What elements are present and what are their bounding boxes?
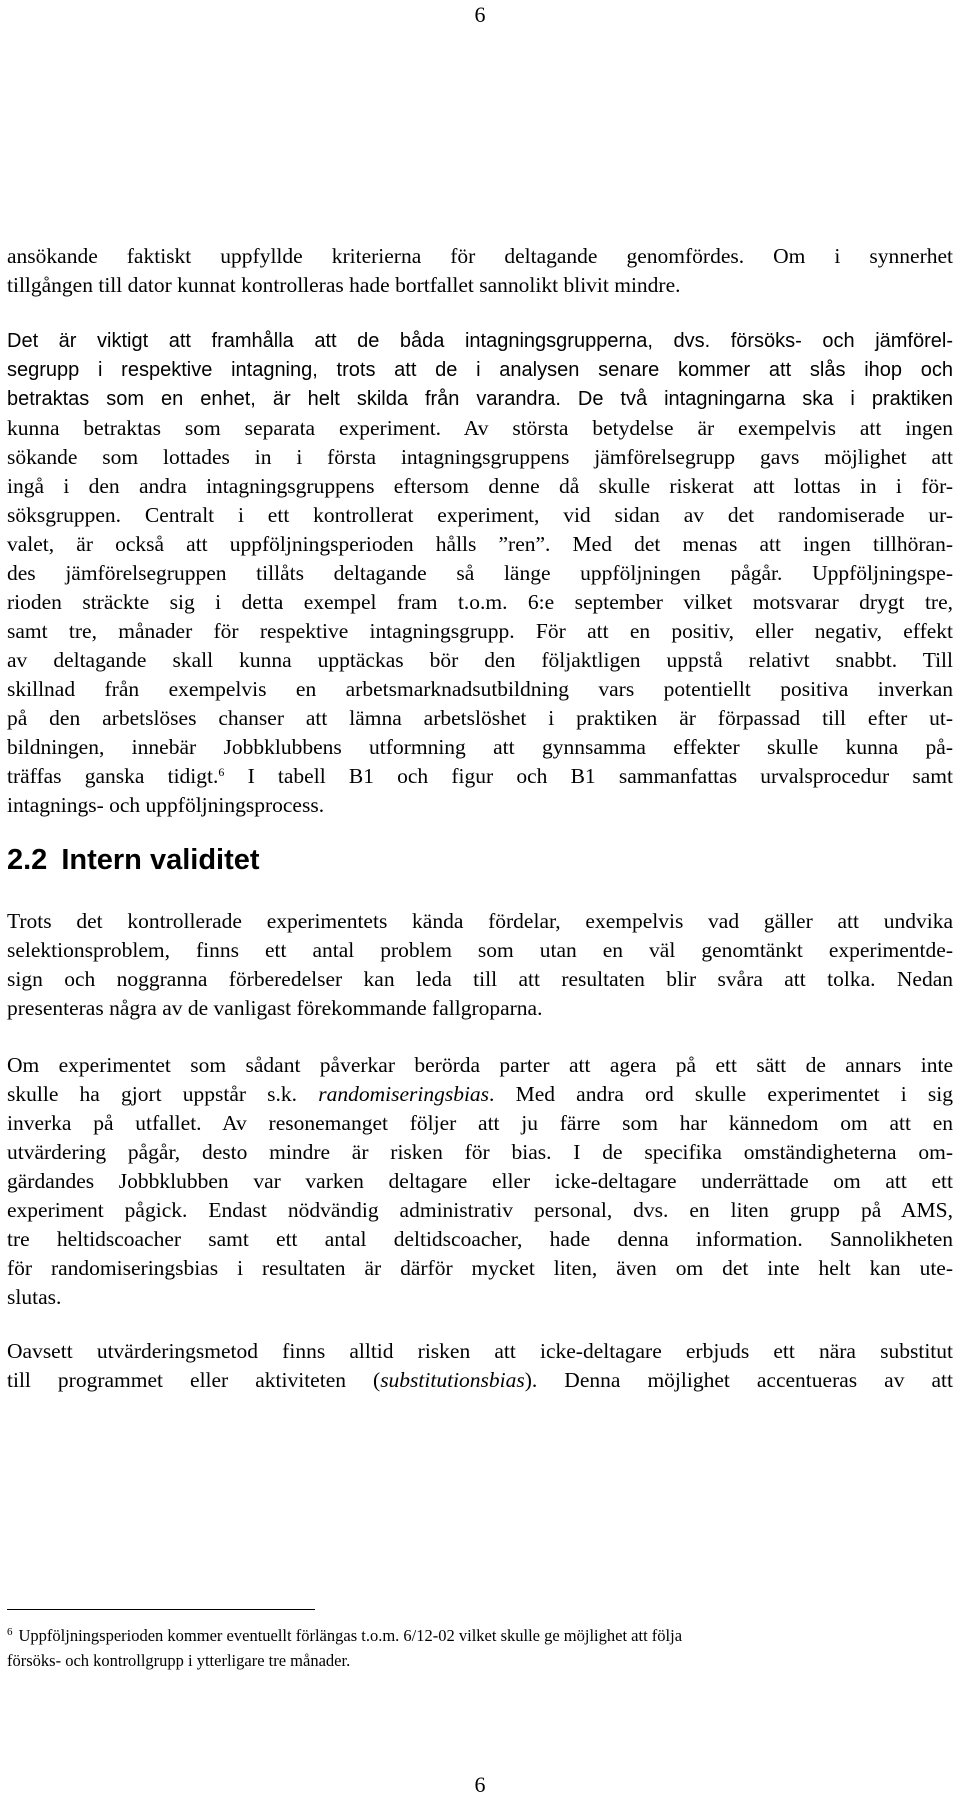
text-line: slutas. — [7, 1285, 62, 1309]
paragraph-continuation — [0, 242, 960, 300]
text-line: segrupp i respektive intagning, trots att de i analysen senare kommer att slås ihop och — [7, 359, 953, 381]
text-line: ansökande faktiskt uppfyllde kriterierna för deltagande genomfördes. Om i synnerhet — [7, 244, 953, 268]
text-line: till programmet eller aktiviteten (substitutionsbias). Denna möjlighet accentueras av att — [7, 1368, 953, 1392]
paragraph-intro — [0, 907, 960, 1023]
footnote — [7, 1623, 952, 1673]
text-line: på den arbetslöses chanser att lämna arbetslöshet i praktiken är förpassad till efter ut- — [7, 706, 953, 730]
page-number-bottom: 6 — [474, 1772, 486, 1797]
text-line: träffas ganska tidigt.$^6$ I tabell B1 och figur och B1 sammanfattas urvalsprocedur samt — [7, 764, 953, 788]
footnote-marker: 6 — [7, 1626, 13, 1638]
text-line: selektionsproblem, finns ett antal problem som utan en väl genomtänkt experimentde- — [7, 938, 953, 962]
text-line: Oavsett utvärderingsmetod finns alltid risken att icke-deltagare erbjuds ett nära substitut — [7, 1339, 953, 1363]
text-line: presenteras några av de vanligast förekommande fallgroparna. — [7, 996, 543, 1020]
text-line: Om experimentet som sådant påverkar berörda parter att agera på ett sätt de annars inte — [7, 1053, 953, 1077]
text-line: betraktas som en enhet, är helt skilda från varandra. De två intagningarna ska i praktiken — [7, 388, 953, 410]
paragraph-substitution-bias — [0, 1337, 960, 1395]
page-number-top: 6 — [474, 2, 486, 27]
paragraph-main — [0, 327, 960, 820]
text-line: kunna betraktas som separata experiment. Av största betydelse är exempelvis att ingen — [7, 416, 953, 440]
text-line: skillnad från exempelvis en arbetsmarknadsutbildning vars potentiellt positiva inverkan — [7, 677, 953, 701]
text-line: tre heltidscoacher samt ett antal deltidscoacher, hade denna information. Sannolikheten — [7, 1227, 953, 1251]
text-line: intagnings- och uppföljningsprocess. — [7, 793, 325, 817]
text-line: rioden sträckte sig i detta exempel fram t.o.m. 6:e september vilket motsvarar drygt tre, — [7, 590, 953, 614]
text-line: Trots det kontrollerade experimentets kända fördelar, exempelvis vad gäller att undvika — [7, 909, 953, 933]
text-line: des jämförelsegruppen tillåts deltagande så länge uppföljningen pågår. Uppföljningspe- — [7, 561, 953, 585]
section-title: Intern validitet — [61, 844, 260, 876]
footnote-reference: 6 — [218, 765, 225, 779]
section-number: 2.2 — [7, 844, 48, 876]
italic-term: substitutionsbias — [380, 1368, 525, 1392]
text-line: tillgången till dator kunnat kontrolleras hade bortfallet sannolikt blivit mindre. — [7, 273, 681, 297]
text-line: söksgruppen. Centralt i ett kontrollerat experiment, vid sidan av det randomiserade ur- — [7, 503, 953, 527]
footnote-line: $^6$ Uppföljningsperioden kommer eventuellt förlängas t.o.m. 6/12-02 vilket skulle ge möjlighet att följa — [7, 1626, 683, 1645]
paragraph-randomization-bias — [0, 1051, 960, 1312]
text-line: bildningen, innebär Jobbklubbens utformning att gynnsamma effekter skulle kunna på- — [7, 735, 953, 759]
text-line: sökande som lottades in i första intagningsgruppens jämförelsegrupp gavs möjlighet att — [7, 445, 953, 469]
text-line: inverka på utfallet. Av resonemanget följer att ju färre som har kännedom om att en — [7, 1111, 953, 1135]
text-line: skulle ha gjort uppstår s.k. randomiseringsbias. Med andra ord skulle experimentet i sig — [7, 1082, 953, 1106]
text-line: experiment pågick. Endast nödvändig administrativ personal, dvs. en liten grupp på AMS, — [7, 1198, 953, 1222]
section-heading — [7, 844, 260, 877]
text-line: sign och noggranna förberedelser kan leda till att resultaten blir svåra att tolka. Nedan — [7, 967, 953, 991]
italic-term: randomiseringsbias — [318, 1082, 490, 1106]
text-line: Det är viktigt att framhålla att de båda intagningsgrupperna, dvs. försöks- och jämförel- — [7, 330, 953, 352]
footnote-divider — [7, 1609, 315, 1610]
text-line: valet, är också att uppföljningsperioden hålls ”ren”. Med det menas att ingen tillhöran- — [7, 532, 953, 556]
text-line: ingå i den andra intagningsgruppens eftersom denne då skulle riskerat att lottas in i för- — [7, 474, 953, 498]
text-line: för randomiseringsbias i resultaten är därför mycket liten, även om det inte helt kan ute- — [7, 1256, 953, 1280]
text-line: utvärdering pågår, desto mindre är risken för bias. I de specifika omständigheterna om- — [7, 1140, 953, 1164]
text-line: av deltagande skall kunna upptäckas bör den följaktligen uppstå relativt snabbt. Till — [7, 648, 953, 672]
text-line: gärdandes Jobbklubben var varken deltagare eller icke-deltagare underrättade om att ett — [7, 1169, 953, 1193]
footnote-line: försöks- och kontrollgrupp i ytterligare tre månader. — [7, 1651, 351, 1670]
text-line: samt tre, månader för respektive intagningsgrupp. För att en positiv, eller negativ, effekt — [7, 619, 953, 643]
